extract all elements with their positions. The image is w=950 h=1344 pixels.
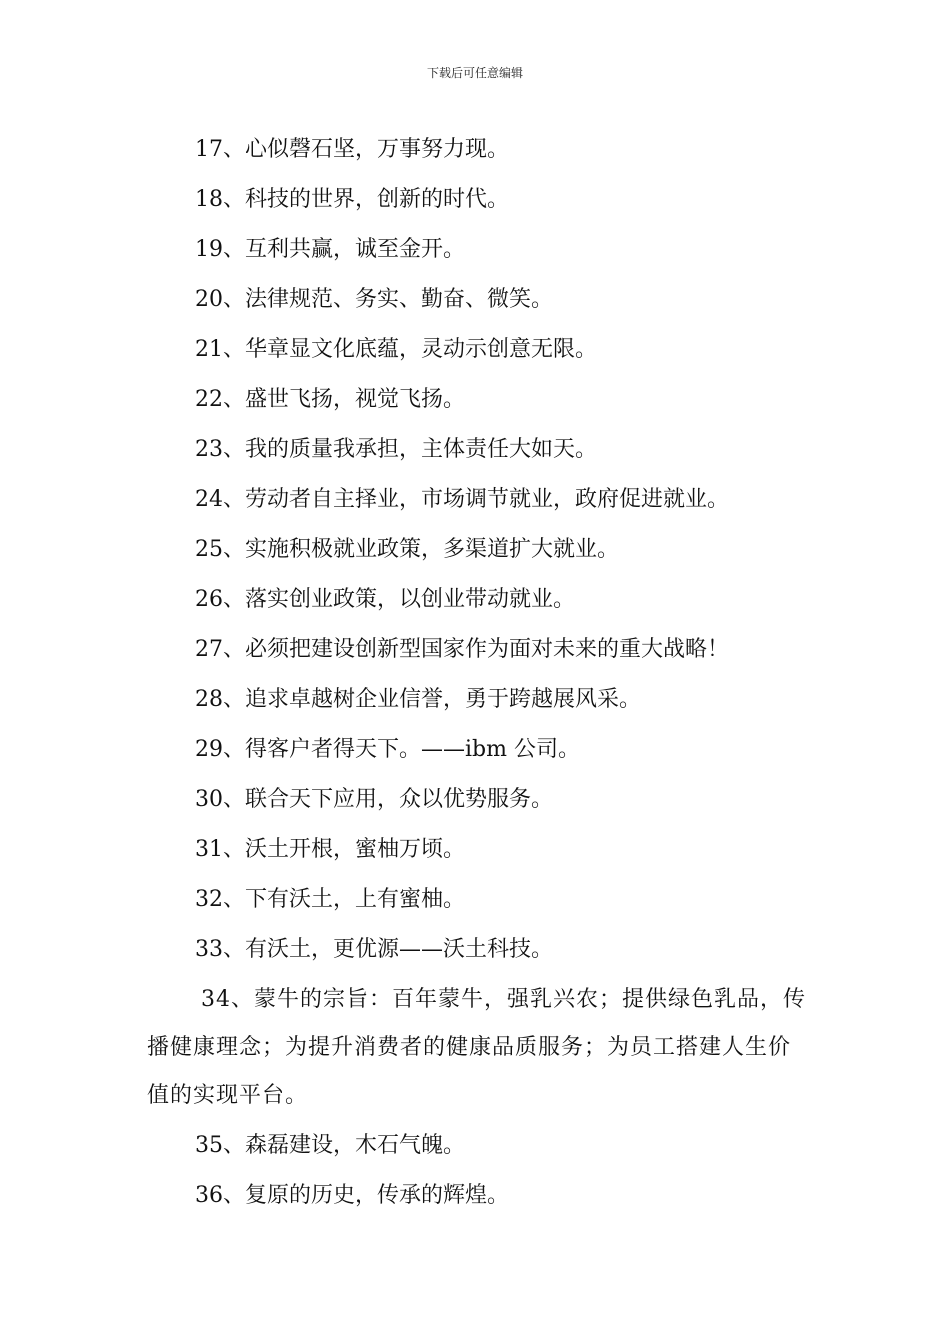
list-item: 32、下有沃土，上有蜜柚。	[195, 887, 465, 912]
list-item: 36、复原的历史，传承的辉煌。	[195, 1183, 509, 1208]
list-item: 17、心似磬石坚，万事努力现。	[195, 137, 509, 162]
list-item: 22、盛世飞扬，视觉飞扬。	[195, 387, 465, 412]
list-item: 24、劳动者自主择业，市场调节就业，政府促进就业。	[195, 487, 729, 512]
list-item: 25、实施积极就业政策，多渠道扩大就业。	[195, 537, 619, 562]
list-item: 30、联合天下应用，众以优势服务。	[195, 787, 553, 812]
list-item: 26、落实创业政策，以创业带动就业。	[195, 587, 575, 612]
list-item: 33、有沃土，更优源——沃土科技。	[195, 937, 553, 962]
list-item: 28、追求卓越树企业信誉，勇于跨越展风采。	[195, 687, 641, 712]
list-item: 18、科技的世界，创新的时代。	[195, 187, 509, 212]
list-item: 31、沃土开根，蜜柚万顷。	[195, 837, 465, 862]
list-item-paragraph: 34、蒙牛的宗旨：百年蒙牛，强乳兴农；提供绿色乳品，传播健康理念；为提升消费者的健康品质服务；为员工搭建人生价值的实现平台。	[147, 987, 806, 1108]
slogan-list	[147, 125, 812, 1221]
list-item: 19、互利共赢，诚至金开。	[195, 237, 465, 262]
list-item: 35、森磊建设，木石气魄。	[195, 1133, 465, 1158]
page-header: 下载后可任意编辑	[426, 66, 523, 80]
list-item: 23、我的质量我承担，主体责任大如天。	[195, 437, 597, 462]
list-item: 27、必须把建设创新型国家作为面对未来的重大战略！	[195, 637, 729, 662]
list-item: 29、得客户者得天下。——ibm 公司。	[195, 737, 580, 762]
list-item: 20、法律规范、务实、勤奋、微笑。	[195, 287, 553, 312]
list-item: 21、华章显文化底蕴，灵动示创意无限。	[195, 337, 597, 362]
